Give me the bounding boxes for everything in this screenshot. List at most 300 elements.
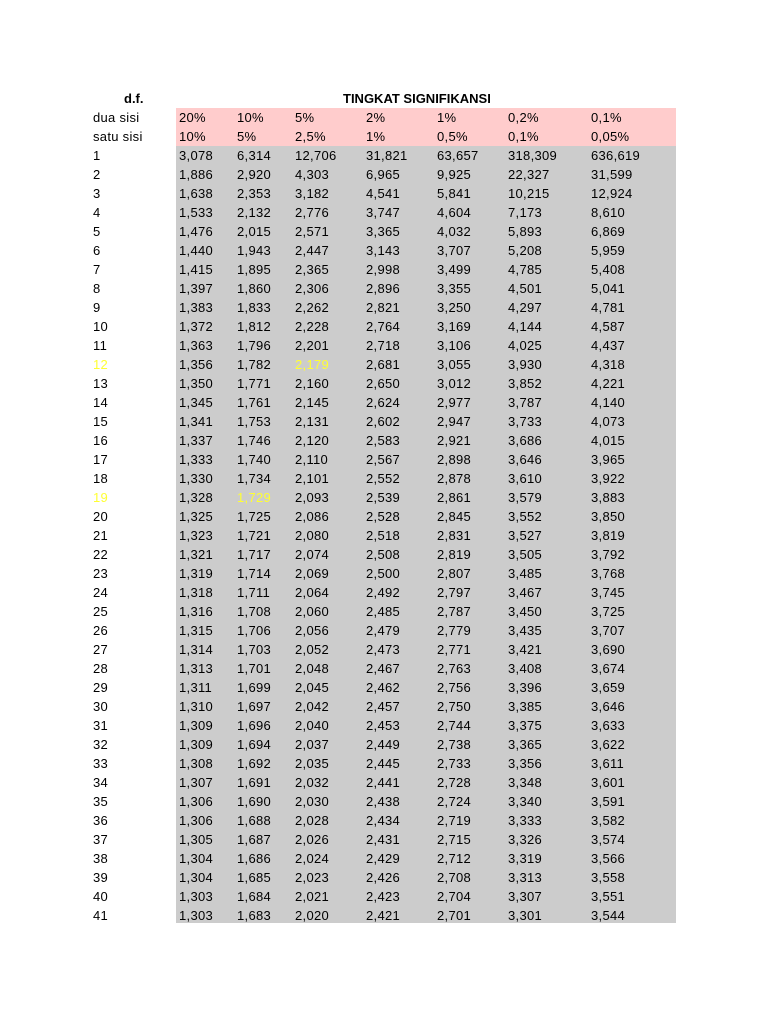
table-cell: 2,681	[366, 357, 401, 372]
table-cell: 1,304	[179, 870, 214, 885]
table-cell: 3,552	[508, 509, 543, 524]
table-cell: 1,372	[179, 319, 214, 334]
row-label: 30	[93, 699, 109, 714]
table-cell: 1,350	[179, 376, 214, 391]
table-cell: 1,860	[237, 281, 272, 296]
table-cell: 2,845	[437, 509, 472, 524]
table-cell: 1,345	[179, 395, 214, 410]
table-cell: 1,833	[237, 300, 272, 315]
table-cell: 2,160	[295, 376, 330, 391]
table-cell: 4,781	[591, 300, 626, 315]
table-cell: 8,610	[591, 205, 626, 220]
table-cell: 3,930	[508, 357, 543, 372]
row-label: 22	[93, 547, 109, 562]
significance-row	[0, 127, 768, 146]
table-cell: 2,539	[366, 490, 401, 505]
table-cell: 1,692	[237, 756, 272, 771]
table-row	[0, 678, 768, 697]
table-cell: 1,690	[237, 794, 272, 809]
table-cell: 2,030	[295, 794, 330, 809]
table-row	[0, 203, 768, 222]
table-cell: 3,566	[591, 851, 626, 866]
table-cell: 1,729	[237, 490, 272, 505]
table-cell: 10%	[179, 129, 206, 144]
table-cell: 5,959	[591, 243, 626, 258]
table-cell: 3,356	[508, 756, 543, 771]
table-cell: 2,101	[295, 471, 330, 486]
table-cell: 1,356	[179, 357, 214, 372]
table-cell: 1,725	[237, 509, 272, 524]
row-label: 28	[93, 661, 109, 676]
table-row	[0, 336, 768, 355]
table-cell: 0,1%	[591, 110, 622, 125]
table-row	[0, 583, 768, 602]
table-cell: 9,925	[437, 167, 472, 182]
table-cell: 2,977	[437, 395, 472, 410]
table-cell: 0,2%	[508, 110, 539, 125]
table-cell: 0,5%	[437, 129, 468, 144]
table-cell: 3,745	[591, 585, 626, 600]
table-cell: 1,734	[237, 471, 272, 486]
table-cell: 636,619	[591, 148, 641, 163]
table-row	[0, 146, 768, 165]
table-row	[0, 849, 768, 868]
table-cell: 1,746	[237, 433, 272, 448]
table-cell: 0,1%	[508, 129, 539, 144]
table-cell: 22,327	[508, 167, 550, 182]
table-cell: 2,032	[295, 775, 330, 790]
table-row	[0, 640, 768, 659]
table-cell: 2,421	[366, 908, 401, 923]
table-cell: 3,591	[591, 794, 626, 809]
table-cell: 1,697	[237, 699, 272, 714]
table-cell: 1,316	[179, 604, 214, 619]
table-row	[0, 279, 768, 298]
table-cell: 4,303	[295, 167, 330, 182]
table-cell: 2,445	[366, 756, 401, 771]
table-row	[0, 830, 768, 849]
table-cell: 2,819	[437, 547, 472, 562]
row-label: 41	[93, 908, 109, 923]
table-cell: 2,750	[437, 699, 472, 714]
table-cell: 3,611	[591, 756, 625, 771]
table-cell: 6,314	[237, 148, 272, 163]
table-cell: 3,768	[591, 566, 626, 581]
row-label: 13	[93, 376, 109, 391]
table-cell: 2,728	[437, 775, 472, 790]
table-cell: 31,821	[366, 148, 408, 163]
table-cell: 2,026	[295, 832, 330, 847]
table-cell: 2,467	[366, 661, 401, 676]
table-cell: 1,706	[237, 623, 272, 638]
table-cell: 2,306	[295, 281, 330, 296]
table-row	[0, 317, 768, 336]
table-cell: 1,740	[237, 452, 272, 467]
table-cell: 2,821	[366, 300, 401, 315]
table-cell: 3,622	[591, 737, 626, 752]
table-row	[0, 298, 768, 317]
table-cell: 5%	[237, 129, 257, 144]
table-cell: 2,583	[366, 433, 401, 448]
table-cell: 3,674	[591, 661, 626, 676]
table-cell: 2,898	[437, 452, 472, 467]
table-cell: 2,485	[366, 604, 401, 619]
row-label: dua sisi	[93, 110, 140, 125]
table-cell: 2,650	[366, 376, 401, 391]
table-cell: 2,069	[295, 566, 330, 581]
table-cell: 2,733	[437, 756, 472, 771]
table-cell: 2,704	[437, 889, 472, 904]
table-cell: 6,965	[366, 167, 401, 182]
row-label: 24	[93, 585, 109, 600]
table-row	[0, 792, 768, 811]
table-cell: 1,323	[179, 528, 214, 543]
table-cell: 3,725	[591, 604, 626, 619]
table-cell: 2,787	[437, 604, 472, 619]
table-row	[0, 906, 768, 925]
table-cell: 3,385	[508, 699, 543, 714]
table-cell: 2,021	[295, 889, 330, 904]
table-cell: 1,895	[237, 262, 272, 277]
table-cell: 1,708	[237, 604, 272, 619]
table-cell: 1,782	[237, 357, 272, 372]
table-cell: 1,812	[237, 319, 272, 334]
row-label: 6	[93, 243, 101, 258]
table-cell: 3,707	[591, 623, 626, 638]
table-cell: 3,747	[366, 205, 401, 220]
table-cell: 1,397	[179, 281, 214, 296]
table-cell: 1,328	[179, 490, 214, 505]
table-cell: 3,707	[437, 243, 472, 258]
row-label: 33	[93, 756, 109, 771]
table-cell: 1,711	[237, 585, 271, 600]
row-label: 26	[93, 623, 109, 638]
table-cell: 1,703	[237, 642, 272, 657]
table-cell: 3,106	[437, 338, 472, 353]
table-cell: 4,501	[508, 281, 543, 296]
table-cell: 1,753	[237, 414, 272, 429]
table-cell: 2,035	[295, 756, 330, 771]
table-cell: 0,05%	[591, 129, 630, 144]
table-cell: 1,309	[179, 737, 214, 752]
row-label: 25	[93, 604, 109, 619]
table-cell: 2,724	[437, 794, 472, 809]
table-cell: 3,055	[437, 357, 472, 372]
table-cell: 2,074	[295, 547, 330, 562]
table-row	[0, 374, 768, 393]
table-cell: 4,297	[508, 300, 543, 315]
table-cell: 3,579	[508, 490, 543, 505]
table-cell: 3,965	[591, 452, 626, 467]
table-cell: 5%	[295, 110, 315, 125]
table-cell: 1,701	[237, 661, 272, 676]
table-cell: 2,878	[437, 471, 472, 486]
table-cell: 2,518	[366, 528, 401, 543]
table-cell: 2,567	[366, 452, 401, 467]
table-cell: 3,375	[508, 718, 543, 733]
table-row	[0, 488, 768, 507]
table-cell: 2,715	[437, 832, 472, 847]
table-cell: 2,120	[295, 433, 330, 448]
table-cell: 1,363	[179, 338, 214, 353]
table-cell: 318,309	[508, 148, 558, 163]
row-label: 21	[93, 528, 109, 543]
table-cell: 2,807	[437, 566, 472, 581]
table-cell: 4,025	[508, 338, 543, 353]
table-cell: 2,719	[437, 813, 472, 828]
table-cell: 2,449	[366, 737, 401, 752]
table-cell: 12,924	[591, 186, 633, 201]
table-cell: 2,473	[366, 642, 401, 657]
table-cell: 1,319	[179, 566, 214, 581]
table-cell: 3,505	[508, 547, 543, 562]
table-cell: 1,943	[237, 243, 272, 258]
table-cell: 2,447	[295, 243, 330, 258]
table-cell: 2,353	[237, 186, 272, 201]
table-row	[0, 621, 768, 640]
table-row	[0, 469, 768, 488]
row-label: 32	[93, 737, 109, 752]
significance-level-title: TINGKAT SIGNIFIKANSI	[343, 91, 491, 106]
table-cell: 2,365	[295, 262, 330, 277]
table-cell: 4,032	[437, 224, 472, 239]
row-label: 16	[93, 433, 109, 448]
table-cell: 3,646	[591, 699, 626, 714]
table-cell: 1,337	[179, 433, 214, 448]
table-row	[0, 545, 768, 564]
table-cell: 1,318	[179, 585, 214, 600]
table-cell: 3,467	[508, 585, 543, 600]
table-cell: 3,544	[591, 908, 626, 923]
table-cell: 1,308	[179, 756, 214, 771]
table-cell: 2,429	[366, 851, 401, 866]
df-column-header: d.f.	[124, 91, 144, 106]
table-row	[0, 887, 768, 906]
table-cell: 20%	[179, 110, 206, 125]
table-cell: 2,080	[295, 528, 330, 543]
table-cell: 1,440	[179, 243, 214, 258]
table-cell: 2,457	[366, 699, 401, 714]
table-cell: 3,012	[437, 376, 472, 391]
table-cell: 1,717	[237, 547, 272, 562]
table-cell: 1,304	[179, 851, 214, 866]
table-cell: 3,435	[508, 623, 543, 638]
table-cell: 1,330	[179, 471, 214, 486]
table-cell: 1,314	[179, 642, 214, 657]
table-row	[0, 526, 768, 545]
table-cell: 4,587	[591, 319, 626, 334]
table-cell: 3,646	[508, 452, 543, 467]
table-cell: 2,015	[237, 224, 272, 239]
table-cell: 6,869	[591, 224, 626, 239]
table-cell: 2,712	[437, 851, 472, 866]
table-row	[0, 241, 768, 260]
table-cell: 3,551	[591, 889, 626, 904]
table-cell: 3,421	[508, 642, 543, 657]
table-row	[0, 507, 768, 526]
table-cell: 3,883	[591, 490, 626, 505]
table-cell: 5,841	[437, 186, 472, 201]
table-cell: 2,701	[437, 908, 472, 923]
table-cell: 4,221	[591, 376, 626, 391]
table-cell: 1,796	[237, 338, 272, 353]
row-label: 38	[93, 851, 109, 866]
table-cell: 3,319	[508, 851, 543, 866]
table-cell: 2,093	[295, 490, 330, 505]
table-cell: 3,850	[591, 509, 626, 524]
row-label: 9	[93, 300, 101, 315]
table-cell: 1,325	[179, 509, 214, 524]
table-row	[0, 450, 768, 469]
table-cell: 3,408	[508, 661, 543, 676]
table-cell: 3,348	[508, 775, 543, 790]
table-cell: 5,408	[591, 262, 626, 277]
table-cell: 3,365	[366, 224, 401, 239]
table-cell: 1,306	[179, 813, 214, 828]
row-label: 12	[93, 357, 109, 372]
table-row	[0, 165, 768, 184]
table-cell: 2,500	[366, 566, 401, 581]
table-cell: 2,744	[437, 718, 472, 733]
table-cell: 2,738	[437, 737, 472, 752]
table-cell: 2,023	[295, 870, 330, 885]
table-cell: 3,582	[591, 813, 626, 828]
row-label: 19	[93, 490, 109, 505]
table-cell: 3,819	[591, 528, 626, 543]
table-cell: 4,144	[508, 319, 543, 334]
table-cell: 3,396	[508, 680, 543, 695]
row-label: 8	[93, 281, 101, 296]
table-cell: 3,499	[437, 262, 472, 277]
table-cell: 3,610	[508, 471, 543, 486]
table-cell: 1,310	[179, 699, 214, 714]
table-cell: 1,886	[179, 167, 214, 182]
row-label: 3	[93, 186, 101, 201]
table-cell: 3,313	[508, 870, 543, 885]
row-label: 4	[93, 205, 101, 220]
table-cell: 2,431	[366, 832, 401, 847]
table-row	[0, 184, 768, 203]
row-label: 36	[93, 813, 109, 828]
table-cell: 1,341	[179, 414, 214, 429]
table-row	[0, 412, 768, 431]
table-cell: 5,893	[508, 224, 543, 239]
table-cell: 2,132	[237, 205, 272, 220]
table-cell: 2,708	[437, 870, 472, 885]
table-cell: 2,441	[366, 775, 401, 790]
table-cell: 2,756	[437, 680, 472, 695]
table-cell: 2,201	[295, 338, 330, 353]
table-cell: 3,574	[591, 832, 626, 847]
table-cell: 2,602	[366, 414, 401, 429]
table-row	[0, 393, 768, 412]
table-cell: 2,479	[366, 623, 401, 638]
row-label: 1	[93, 148, 101, 163]
table-cell: 3,792	[591, 547, 626, 562]
table-cell: 1,688	[237, 813, 272, 828]
table-cell: 3,333	[508, 813, 543, 828]
table-cell: 2,434	[366, 813, 401, 828]
row-label: 23	[93, 566, 109, 581]
table-cell: 3,365	[508, 737, 543, 752]
table-cell: 1,383	[179, 300, 214, 315]
row-label: 39	[93, 870, 109, 885]
table-cell: 1,315	[179, 623, 214, 638]
table-cell: 1,306	[179, 794, 214, 809]
table-cell: 2,048	[295, 661, 330, 676]
table-cell: 2,797	[437, 585, 472, 600]
table-cell: 3,326	[508, 832, 543, 847]
table-cell: 2,020	[295, 908, 330, 923]
table-cell: 10,215	[508, 186, 550, 201]
table-cell: 2,056	[295, 623, 330, 638]
table-cell: 1,313	[179, 661, 214, 676]
table-row	[0, 716, 768, 735]
table-cell: 2,179	[295, 357, 330, 372]
table-cell: 1,685	[237, 870, 272, 885]
table-cell: 3,558	[591, 870, 626, 885]
table-cell: 1,533	[179, 205, 214, 220]
table-cell: 2,228	[295, 319, 330, 334]
table-cell: 4,318	[591, 357, 626, 372]
table-cell: 3,450	[508, 604, 543, 619]
table-cell: 1%	[437, 110, 457, 125]
table-row	[0, 564, 768, 583]
table-cell: 3,787	[508, 395, 543, 410]
table-cell: 1,696	[237, 718, 272, 733]
table-cell: 2,571	[295, 224, 330, 239]
table-cell: 2,779	[437, 623, 472, 638]
table-cell: 2,920	[237, 167, 272, 182]
table-cell: 3,922	[591, 471, 626, 486]
row-label: 7	[93, 262, 101, 277]
table-cell: 2,624	[366, 395, 401, 410]
table-cell: 4,437	[591, 338, 626, 353]
table-cell: 1,303	[179, 889, 214, 904]
table-cell: 1,687	[237, 832, 272, 847]
table-cell: 1,311	[179, 680, 213, 695]
table-cell: 2,028	[295, 813, 330, 828]
table-cell: 3,633	[591, 718, 626, 733]
table-cell: 2,831	[437, 528, 472, 543]
table-cell: 2,763	[437, 661, 472, 676]
table-cell: 1,691	[237, 775, 272, 790]
table-cell: 2,896	[366, 281, 401, 296]
table-cell: 1%	[366, 129, 386, 144]
table-cell: 2,423	[366, 889, 401, 904]
table-cell: 2,064	[295, 585, 330, 600]
row-label: 37	[93, 832, 109, 847]
table-cell: 2,042	[295, 699, 330, 714]
table-cell: 2,764	[366, 319, 401, 334]
table-cell: 3,527	[508, 528, 543, 543]
table-cell: 2,921	[437, 433, 472, 448]
table-cell: 2,771	[437, 642, 472, 657]
table-cell: 1,333	[179, 452, 214, 467]
table-cell: 1,303	[179, 908, 214, 923]
table-cell: 1,714	[237, 566, 272, 581]
table-cell: 3,601	[591, 775, 626, 790]
table-cell: 1,309	[179, 718, 214, 733]
table-row	[0, 602, 768, 621]
table-cell: 2,145	[295, 395, 330, 410]
row-label: satu sisi	[93, 129, 143, 144]
table-row	[0, 868, 768, 887]
table-cell: 3,169	[437, 319, 472, 334]
table-cell: 2,776	[295, 205, 330, 220]
table-row	[0, 260, 768, 279]
table-cell: 3,182	[295, 186, 330, 201]
